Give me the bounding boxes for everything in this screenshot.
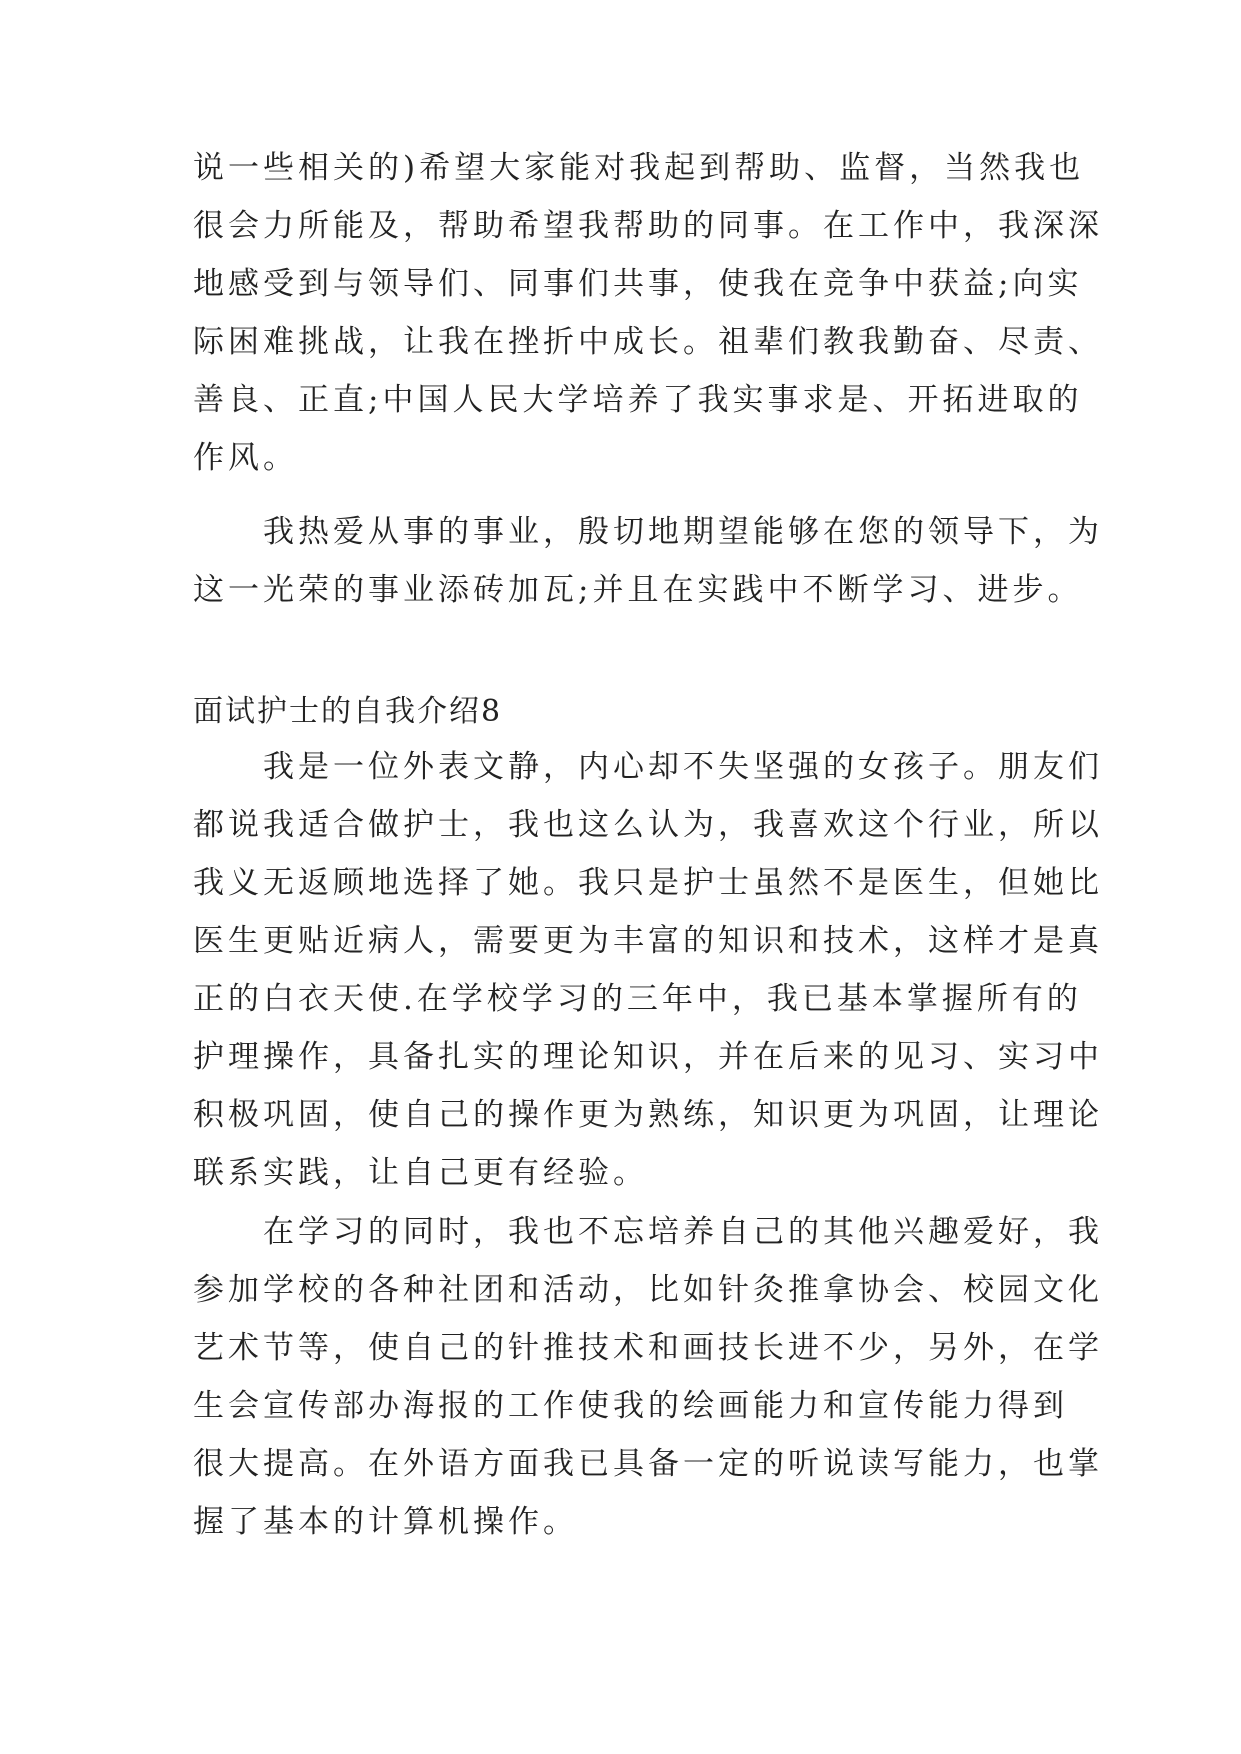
paragraph-3: [193, 738, 1103, 1202]
text-line: 生会宣传部办海报的工作使我的绘画能力和宣传能力得到: [193, 1388, 1068, 1424]
text-line: 这一光荣的事业添砖加瓦;并且在实践中不断学习、进步。: [193, 572, 1083, 608]
text-line: 很大提高。在外语方面我已具备一定的听说读写能力，也掌: [193, 1446, 1103, 1482]
text-line: 护理操作，具备扎实的理论知识，并在后来的见习、实习中: [193, 1039, 1103, 1075]
text-line: 艺术节等，使自己的针推技术和画技长进不少，另外，在学: [193, 1330, 1103, 1366]
text-line: 际困难挑战，让我在挫折中成长。祖辈们教我勤奋、尽责、: [193, 324, 1103, 360]
paragraph-4: [193, 1203, 1103, 1551]
text-line: 作风。: [193, 440, 298, 476]
paragraph-1: [193, 139, 1103, 487]
text-line: 正的白衣天使.在学校学习的三年中，我已基本掌握所有的: [193, 981, 1082, 1017]
text-line: 我义无返顾地选择了她。我只是护士虽然不是医生，但她比: [193, 865, 1103, 901]
text-line: 握了基本的计算机操作。: [193, 1504, 578, 1540]
text-line: 说一些相关的)希望大家能对我起到帮助、监督，当然我也: [193, 150, 1085, 186]
text-line: 联系实践，让自己更有经验。: [193, 1155, 648, 1191]
text-line: 参加学校的各种社团和活动，比如针灸推拿协会、校园文化: [193, 1272, 1103, 1308]
paragraph-2: [193, 503, 1103, 619]
text-line: 很会力所能及，帮助希望我帮助的同事。在工作中，我深深: [193, 208, 1103, 244]
text-line: 积极巩固，使自己的操作更为熟练，知识更为巩固，让理论: [193, 1097, 1103, 1133]
text-line: 医生更贴近病人，需要更为丰富的知识和技术，这样才是真: [193, 923, 1103, 959]
text-line: 我是一位外表文静，内心却不失坚强的女孩子。朋友们: [193, 749, 1103, 785]
text-line: 地感受到与领导们、同事们共事，使我在竞争中获益;向实: [193, 266, 1083, 302]
text-line: 善良、正直;中国人民大学培养了我实事求是、开拓进取的: [193, 382, 1083, 418]
section-heading: 面试护士的自我介绍8: [193, 694, 503, 729]
text-line: 我热爱从事的事业，殷切地期望能够在您的领导下，为: [193, 514, 1103, 550]
text-line: 在学习的同时，我也不忘培养自己的其他兴趣爱好，我: [193, 1214, 1103, 1250]
text-line: 都说我适合做护士，我也这么认为，我喜欢这个行业，所以: [193, 807, 1103, 843]
